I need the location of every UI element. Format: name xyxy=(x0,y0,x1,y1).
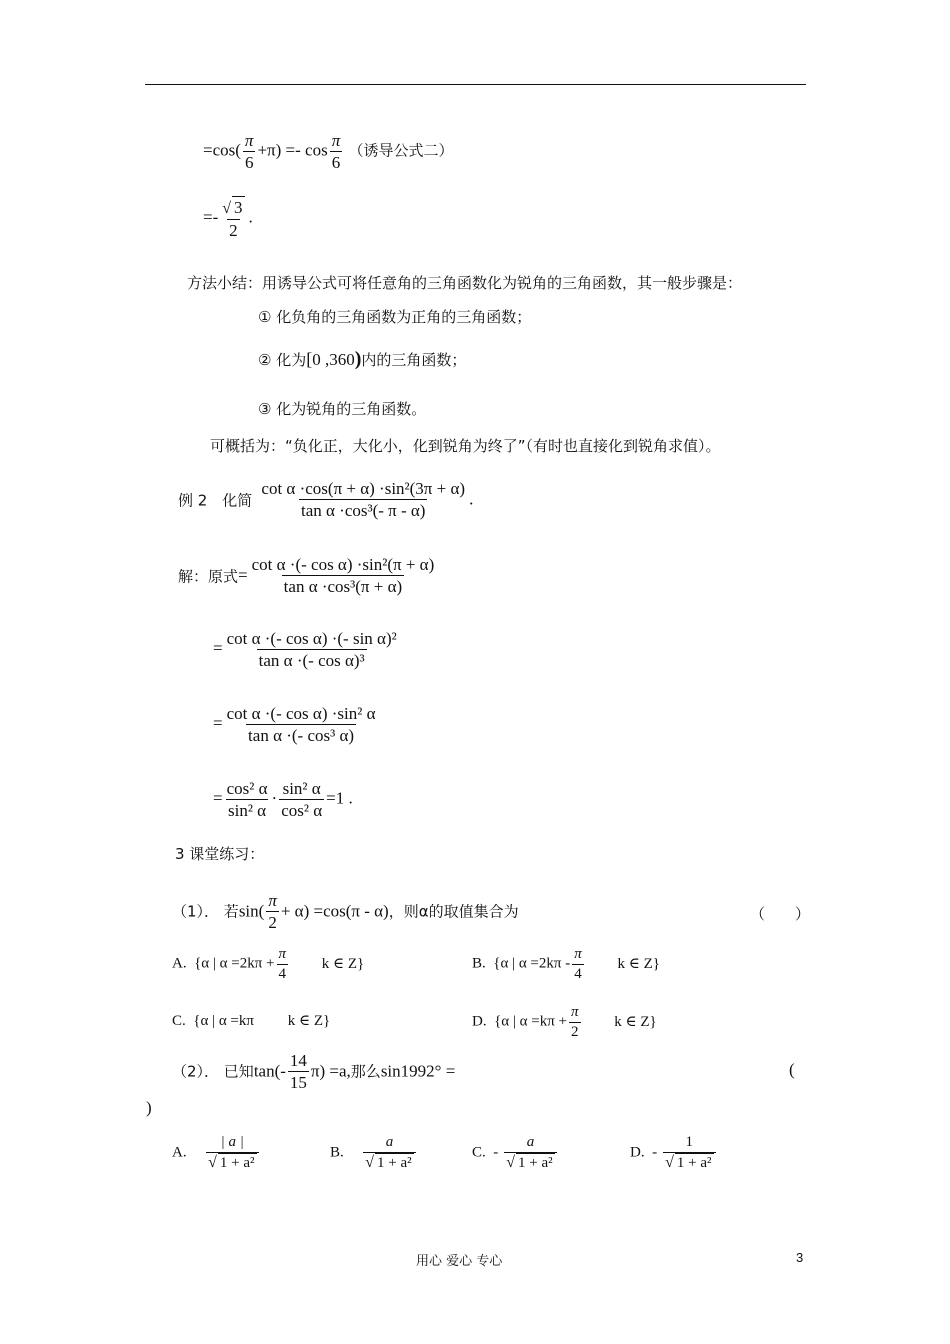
method-step-1: ① 化负角的三角函数为正角的三角函数； xyxy=(258,308,532,326)
method-step-3: ③ 化为锐角的三角函数。 xyxy=(258,400,427,418)
formula-note: （诱导公式二） xyxy=(348,141,454,160)
header-rule xyxy=(145,84,806,85)
q2-option-a: A. $\frac{| a |}{\text{√ 1 + a²}}$ xyxy=(172,1133,261,1173)
answer-bracket: （ ） xyxy=(750,905,811,923)
q2-option-d: D. - $\frac{1}{\text{√ 1 + a²}}$ xyxy=(630,1133,718,1173)
q2-option-c: C. - $\frac{a}{\text{√ 1 + a²}}$ xyxy=(472,1133,559,1173)
step-sqrt: =- $\frac{√ 3}{2}$ . xyxy=(203,198,253,240)
q1-option-c: C. {α | α =kπ k ∈ Z} xyxy=(172,1013,331,1029)
q2-bracket-open: ( xyxy=(789,1060,795,1079)
solution-step-3: = $\frac{\text{cot α ·(- cos α) ·sin² α}}{\text{tan α ·(- cos³ α)}}$ xyxy=(213,704,376,746)
method-summary: 方法小结：用诱导公式可将任意角的三角函数化为锐角的三角函数，其一般步骤是： xyxy=(187,274,743,292)
footer-slogan: 用心 爱心 专心 xyxy=(416,1254,503,1269)
solution-step-2: = $\frac{\text{cot α ·(- cos α) ·(- sin α)²}}{\text{tan α ·(- cos α)³}}$ xyxy=(213,629,397,671)
question-2: （2）． 已知tan(- $\frac{14}{15}$ π) =a,那么sin1992° = xyxy=(172,1051,456,1093)
method-step-2: ② 化为[0 ,360)内的三角函数； xyxy=(258,348,467,370)
q1-option-d: D. {α | α =kπ + $\frac{\pi}{2}$ k ∈ Z} xyxy=(472,1004,657,1040)
q2-bracket-close: ) xyxy=(146,1098,152,1117)
step-cos: =cos( $\frac{\pi}{6}$ +π) =- cos $\frac{\pi}{6}$ （诱导公式二） xyxy=(203,131,454,173)
method-motto: 可概括为：“负化正，大化小，化到锐角为终了”（有时也直接化到锐角求值）。 xyxy=(210,437,721,455)
page-number: 3 xyxy=(796,1250,804,1265)
practice-heading: 3 课堂练习： xyxy=(175,845,265,863)
question-1: （1）． 若sin( $\frac{\pi}{2}$ + α) =cos(π - α)，则α的取值集合为 xyxy=(172,891,519,933)
q1-option-a: A. {α | α =2kπ + $\frac{\pi}{4}$ k ∈ Z} xyxy=(172,946,365,982)
solution-step-4: = $\frac{\text{cos² α}}{\text{sin² α}}$ · $\frac{\text{sin² α}}{\text{cos² α}}$ =1 . xyxy=(213,779,353,821)
q2-option-b: B. $\frac{a}{\text{√ 1 + a²}}$ xyxy=(330,1133,418,1173)
example-2: 例 2 化简 $\frac{\text{cot α ·cos(π + α) ·sin²(3π + α)}}{\text{tan α ·cos³(- π - α)}}$ . xyxy=(178,479,474,521)
solution-step-1: 解：原式= $\frac{\text{cot α ·(- cos α) ·sin²(π + α)}}{\text{tan α ·cos³(π + α)}}$ xyxy=(178,555,435,597)
q1-option-b: B. {α | α =2kπ - $\frac{\pi}{4}$ k ∈ Z} xyxy=(472,946,660,982)
